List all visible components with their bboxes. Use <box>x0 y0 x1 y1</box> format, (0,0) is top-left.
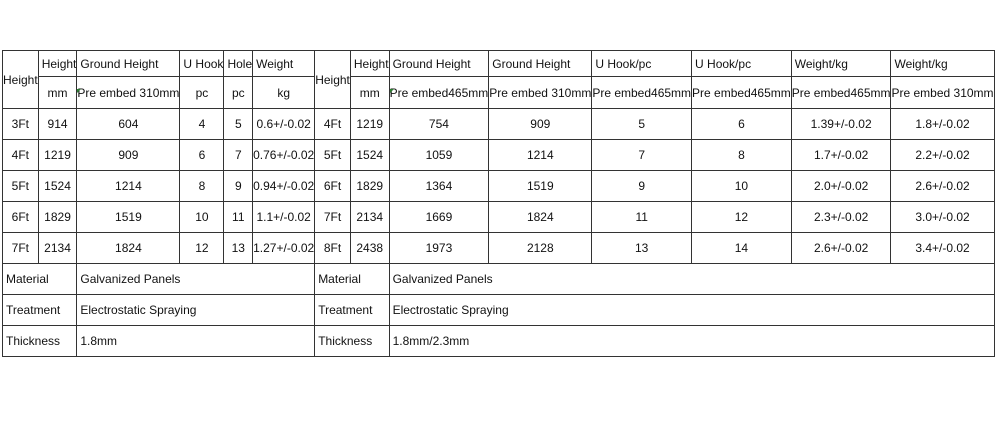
subheader-cell: mm <box>38 77 77 109</box>
data-cell: 2.2+/-0.02 <box>891 140 994 171</box>
header-cell: Ground Height <box>389 51 489 77</box>
header-cell: Height <box>38 51 77 77</box>
spec-row <box>3 264 995 295</box>
table-row <box>3 171 995 202</box>
data-cell: 1973 <box>389 233 489 264</box>
subheader-cell: Pre embed 310mm <box>489 77 592 109</box>
spec-row <box>3 295 995 326</box>
data-cell: 1519 <box>77 202 180 233</box>
subheader-cell <box>389 77 489 109</box>
data-cell: 10 <box>180 202 224 233</box>
header-cell: Height <box>3 51 39 109</box>
spec-label: Material <box>315 264 389 295</box>
data-cell: 5Ft <box>3 171 39 202</box>
header-row <box>3 51 995 77</box>
subheader-cell: Pre embed 310mm <box>891 77 994 109</box>
data-cell: 1524 <box>38 171 77 202</box>
data-cell: 2134 <box>350 202 389 233</box>
data-cell: 1.27+/-0.02 <box>253 233 315 264</box>
header-cell: U Hook/pc <box>692 51 792 77</box>
data-cell: 754 <box>389 109 489 140</box>
data-cell: 6 <box>692 109 792 140</box>
data-cell: 1219 <box>38 140 77 171</box>
header-cell: Ground Height <box>77 51 180 77</box>
data-cell: 9 <box>592 171 692 202</box>
header-cell: U Hook/pc <box>592 51 692 77</box>
subheader-text: Pre embed 310mm <box>77 85 180 100</box>
data-cell: 8 <box>692 140 792 171</box>
data-cell: 2438 <box>350 233 389 264</box>
data-cell: 6Ft <box>3 202 39 233</box>
data-cell: 10 <box>692 171 792 202</box>
data-cell: 6 <box>180 140 224 171</box>
data-cell: 2134 <box>38 233 77 264</box>
header-cell: Hole <box>224 51 253 77</box>
data-cell: 914 <box>38 109 77 140</box>
header-cell: Weight/kg <box>891 51 994 77</box>
header-cell: Weight/kg <box>791 51 891 77</box>
header-cell: Height <box>315 51 351 109</box>
data-cell: 2.6+/-0.02 <box>891 171 994 202</box>
header-cell: Height <box>350 51 389 77</box>
spec-value: Electrostatic Spraying <box>77 295 315 326</box>
subheader-row <box>3 77 995 109</box>
data-cell: 5 <box>224 109 253 140</box>
header-cell: Weight <box>253 51 315 77</box>
data-cell: 7 <box>224 140 253 171</box>
spec-label: Thickness <box>315 326 389 357</box>
data-cell: 7 <box>592 140 692 171</box>
data-cell: 13 <box>592 233 692 264</box>
data-cell: 909 <box>77 140 180 171</box>
data-cell: 11 <box>224 202 253 233</box>
header-cell: U Hook <box>180 51 224 77</box>
data-cell: 9 <box>224 171 253 202</box>
spec-value: 1.8mm/2.3mm <box>389 326 994 357</box>
data-cell: 1.39+/-0.02 <box>791 109 891 140</box>
data-cell: 8 <box>180 171 224 202</box>
data-cell: 4 <box>180 109 224 140</box>
data-cell: 3Ft <box>3 109 39 140</box>
data-cell: 11 <box>592 202 692 233</box>
data-cell: 12 <box>180 233 224 264</box>
data-cell: 3.0+/-0.02 <box>891 202 994 233</box>
table-row <box>3 140 995 171</box>
data-cell: 5 <box>592 109 692 140</box>
data-cell: 0.76+/-0.02 <box>253 140 315 171</box>
header-cell: Ground Height <box>489 51 592 77</box>
subheader-cell: pc <box>224 77 253 109</box>
data-cell: 7Ft <box>3 233 39 264</box>
data-cell: 6Ft <box>315 171 351 202</box>
cell-marker-icon <box>390 89 394 93</box>
table-row <box>3 202 995 233</box>
subheader-cell: mm <box>350 77 389 109</box>
data-cell: 14 <box>692 233 792 264</box>
data-cell: 13 <box>224 233 253 264</box>
data-cell: 1829 <box>38 202 77 233</box>
data-cell: 909 <box>489 109 592 140</box>
data-cell: 2.3+/-0.02 <box>791 202 891 233</box>
spec-value: Galvanized Panels <box>389 264 994 295</box>
data-cell: 5Ft <box>315 140 351 171</box>
data-cell: 1214 <box>77 171 180 202</box>
spec-value: 1.8mm <box>77 326 315 357</box>
data-cell: 1.8+/-0.02 <box>891 109 994 140</box>
data-cell: 4Ft <box>315 109 351 140</box>
data-cell: 2128 <box>489 233 592 264</box>
data-cell: 1.7+/-0.02 <box>791 140 891 171</box>
table-row <box>3 233 995 264</box>
data-cell: 1824 <box>77 233 180 264</box>
subheader-cell <box>77 77 180 109</box>
data-cell: 1519 <box>489 171 592 202</box>
data-cell: 2.6+/-0.02 <box>791 233 891 264</box>
data-cell: 1669 <box>389 202 489 233</box>
data-cell: 604 <box>77 109 180 140</box>
spec-table <box>2 50 995 357</box>
data-cell: 3.4+/-0.02 <box>891 233 994 264</box>
data-cell: 1219 <box>350 109 389 140</box>
subheader-cell: kg <box>253 77 315 109</box>
data-cell: 1.1+/-0.02 <box>253 202 315 233</box>
subheader-cell: Pre embed465mm <box>791 77 891 109</box>
data-cell: 1824 <box>489 202 592 233</box>
subheader-cell: Pre embed465mm <box>592 77 692 109</box>
data-cell: 0.94+/-0.02 <box>253 171 315 202</box>
spec-label: Thickness <box>3 326 77 357</box>
data-cell: 2.0+/-0.02 <box>791 171 891 202</box>
spec-label: Material <box>3 264 77 295</box>
spec-label: Treatment <box>315 295 389 326</box>
subheader-cell: pc <box>180 77 224 109</box>
data-cell: 1524 <box>350 140 389 171</box>
spec-label: Treatment <box>3 295 77 326</box>
data-cell: 7Ft <box>315 202 351 233</box>
data-cell: 12 <box>692 202 792 233</box>
data-cell: 1829 <box>350 171 389 202</box>
table-row <box>3 109 995 140</box>
data-cell: 8Ft <box>315 233 351 264</box>
data-cell: 0.6+/-0.02 <box>253 109 315 140</box>
cell-marker-icon <box>77 89 81 93</box>
subheader-text: Pre embed465mm <box>389 85 489 100</box>
spec-value: Electrostatic Spraying <box>389 295 994 326</box>
subheader-cell: Pre embed465mm <box>692 77 792 109</box>
data-cell: 1364 <box>389 171 489 202</box>
spec-value: Galvanized Panels <box>77 264 315 295</box>
data-cell: 4Ft <box>3 140 39 171</box>
data-cell: 1059 <box>389 140 489 171</box>
data-cell: 1214 <box>489 140 592 171</box>
spec-row <box>3 326 995 357</box>
